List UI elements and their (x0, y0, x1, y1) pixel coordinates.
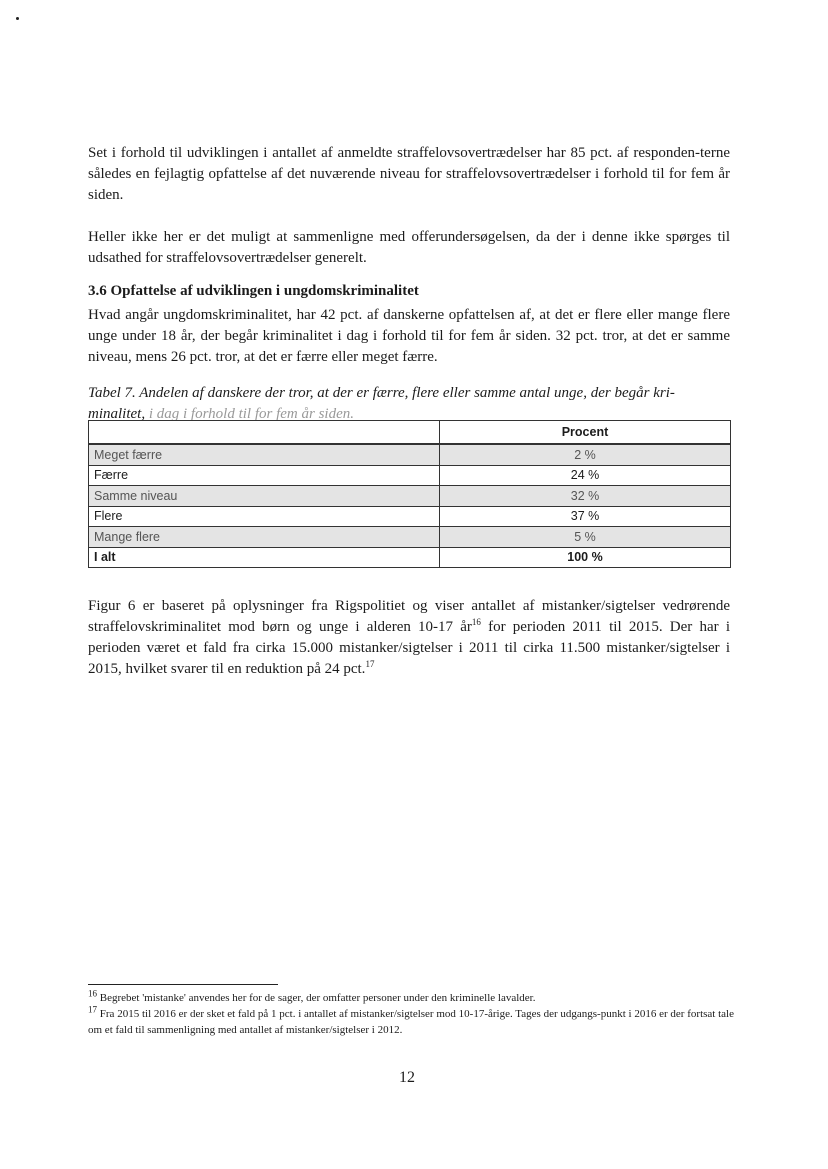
table-row (89, 506, 731, 527)
page-number: 12 (399, 1069, 415, 1086)
row-label: Færre (89, 465, 440, 486)
footnote-16-text: Begrebet 'mistanke' anvendes her for de sager, der omfatter personer under den kriminelle lavalder. (97, 992, 536, 1004)
footnote-16 (88, 990, 734, 1006)
row-value: 2 % (440, 444, 731, 465)
p4-text-a: Figur 6 er baseret på oplysninger fra Rigspolitiet og viser antallet af mistanker/sigtelser vedrørende straffelovskriminalitet mod børn og unge i alderen 10-17 år (88, 598, 730, 635)
row-value: 37 % (440, 506, 731, 527)
row-label: Meget færre (89, 444, 440, 465)
table-total-row (89, 547, 731, 568)
footnote-16-number: 16 (88, 988, 97, 999)
footnote-divider (88, 984, 278, 985)
footnote-17-text: Fra 2015 til 2016 er der sket et fald på 1 pct. i antallet af mistanker/sigtelser mod 10-17-årige. Tages der udgangs-punkt i 2016 er der fortsat tale om et fald til sammenligning med antallet af mistanker/sigtelser i 2012. (88, 1008, 734, 1036)
table-row (89, 465, 731, 486)
row-label: Samme niveau (89, 486, 440, 507)
p4-text-b: for perioden 2011 til 2015. Der har i perioden været et fald fra cirka 15.000 mistanker/sigtelser i 2011 til cirka 11.500 mistanker/sigtelser i 2015, hvilket svarer til en reduktion på 24 pct. (88, 619, 730, 677)
table-header-empty (89, 421, 440, 445)
table-row (89, 444, 731, 465)
footnote-ref-16: 16 (471, 617, 481, 627)
table-header-row (89, 421, 731, 445)
caption-faded: i dag i forhold til for fem år siden. (148, 406, 354, 422)
paragraph-victim-survey: Heller ikke her er det muligt at sammenligne med offerundersøgelsen, da der i denne ikke spørges til udsathed for straffelovsovertrædelser generelt. (88, 229, 730, 266)
section-heading: 3.6 Opfattelse af udviklingen i ungdomskriminalitet (88, 283, 419, 299)
table-header-procent: Procent (440, 421, 731, 445)
paragraph-figure6 (88, 596, 730, 680)
paragraph-youth-crime: Hvad angår ungdomskriminalitet, har 42 pct. af danskerne opfattelsen af, at det er flere eller mange flere unge under 18 år, der begår kriminalitet i dag i forhold til for fem år siden. 32 pct. tror, at det er samme niveau, mens 26 pct. tror, at det er færre eller meget færre. (88, 307, 730, 365)
footnote-ref-17: 17 (365, 659, 375, 669)
footnotes (88, 990, 734, 1038)
row-value: 5 % (440, 527, 731, 548)
scan-speck (16, 17, 19, 20)
row-label: Flere (89, 506, 440, 527)
paragraph-perception-overall: Set i forhold til udviklingen i antallet af anmeldte straffelovsovertrædelser har 85 pct. af responden-terne således en fejlagtig opfattelse af det nuværende niveau for straffelovsovertrædelser i forhold til for fem år siden. (88, 145, 730, 203)
footnote-17 (88, 1006, 734, 1038)
table-row (89, 486, 731, 507)
row-value: 24 % (440, 465, 731, 486)
footnote-17-number: 17 (88, 1004, 97, 1015)
table-caption (88, 383, 730, 425)
row-value: 32 % (440, 486, 731, 507)
percent-table (88, 420, 731, 568)
row-value: 100 % (440, 547, 731, 568)
row-label: I alt (89, 547, 440, 568)
row-label: Mange flere (89, 527, 440, 548)
table-row (89, 527, 731, 548)
caption-main: Tabel 7. Andelen af danskere der tror, at der er færre, flere eller samme antal unge, der begår kri-minalitet, (88, 385, 675, 422)
